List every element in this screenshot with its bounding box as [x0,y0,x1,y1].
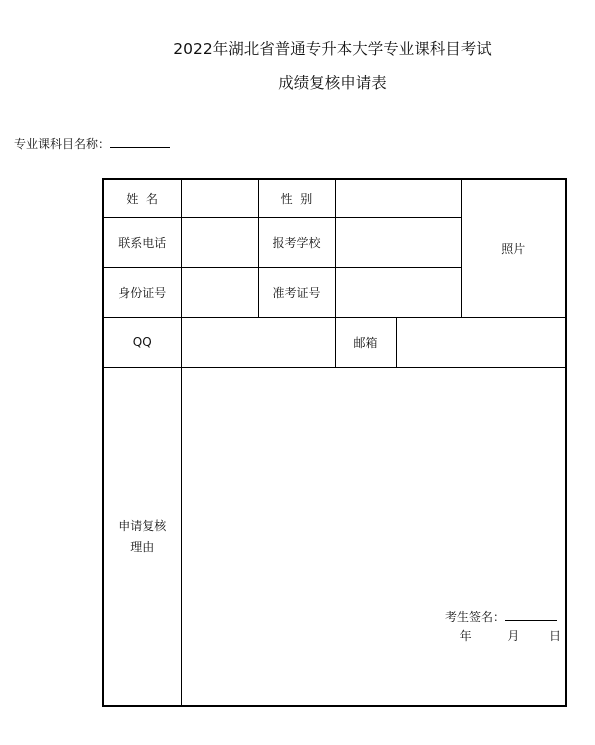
school-field[interactable] [335,217,461,267]
gender-label: 性 别 [258,179,335,217]
phone-field[interactable] [181,217,258,267]
admission-ticket-field[interactable] [335,267,461,317]
reason-field[interactable] [181,367,566,706]
form-title-line1: 2022年湖北省普通专升本大学专业课科目考试 [173,40,492,58]
name-field[interactable] [181,179,258,217]
signature-label: 考生签名： [444,609,505,624]
admission-ticket-label: 准考证号 [258,267,335,317]
email-field[interactable] [396,317,566,367]
photo-label: 照片 [501,241,526,256]
qq-field[interactable] [181,317,335,367]
phone-label: 联系电话 [103,217,181,267]
gender-field[interactable] [335,179,461,217]
application-form-table [102,178,567,707]
photo-area [461,179,566,317]
subject-name-row [14,134,170,152]
id-number-label: 身份证号 [103,267,181,317]
signature-row [445,607,557,625]
date-year: 年 [459,628,472,643]
form-title-line2: 成绩复核申请表 [278,74,387,92]
school-label: 报考学校 [258,217,335,267]
email-label: 邮箱 [335,317,396,367]
name-label: 姓 名 [103,179,181,217]
signature-blank[interactable] [505,607,557,621]
date-month: 月 [507,628,520,643]
subject-name-blank[interactable] [110,134,170,148]
qq-label: QQ [103,317,181,367]
id-number-field[interactable] [181,267,258,317]
date-day: 日 [548,628,561,643]
reason-label: 申请复核 理由 [103,367,181,706]
subject-name-label: 专业课科目名称： [14,137,111,151]
date-row [460,627,561,644]
